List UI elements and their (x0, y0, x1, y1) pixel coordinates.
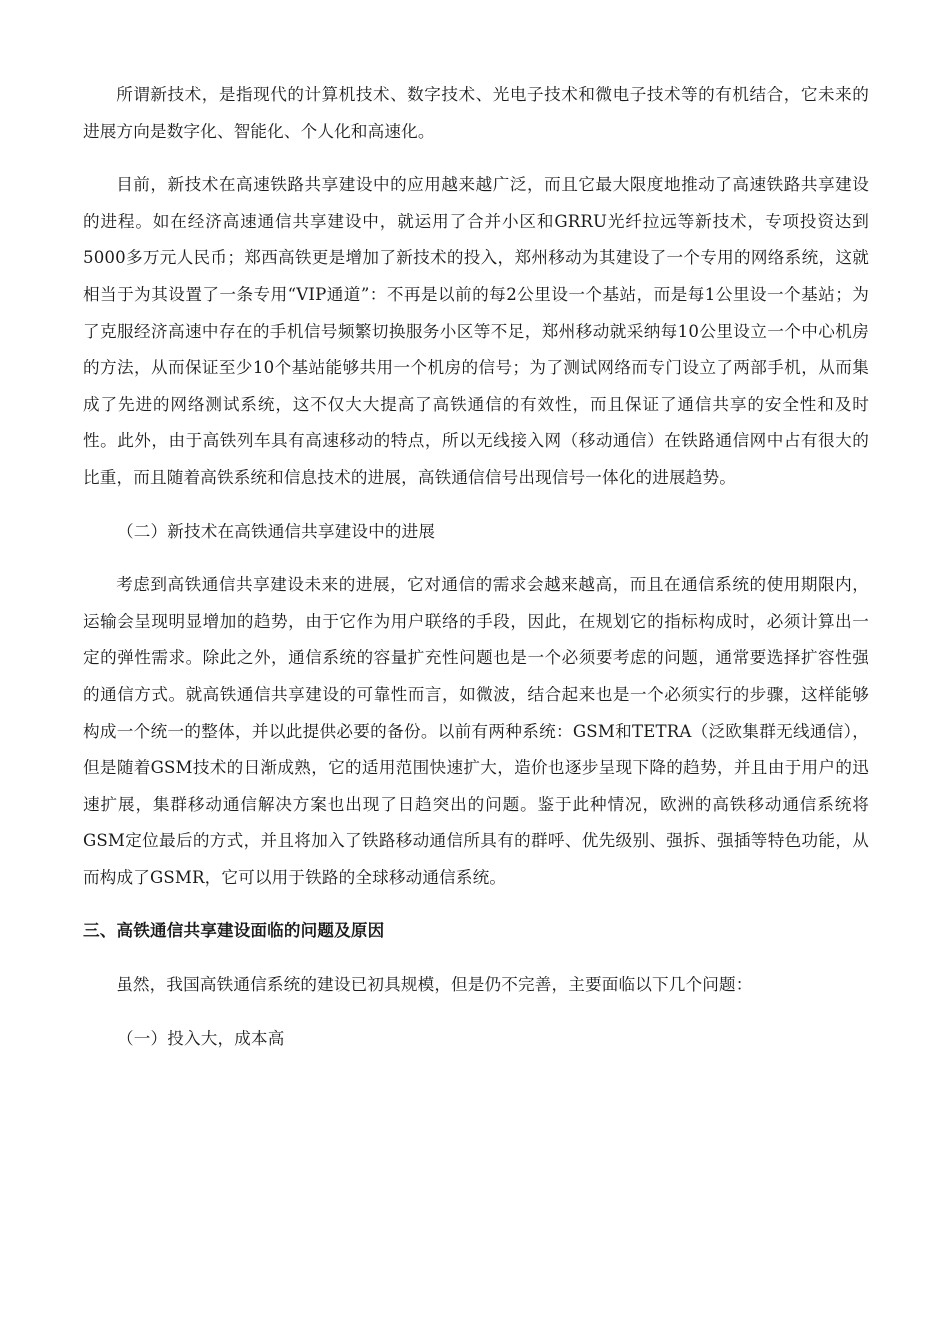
paragraph-future-needs: 考虑到高铁通信共享建设未来的进展，它对通信的需求会越来越高，而且在通信系统的使用期限内，运输会呈现明显增加的趋势，由于它作为用户联络的手段，因此，在规划它的指标构成时，必须计算出一定的弹性需求。除此之外，通信系统的容量扩充性问题也是一个必须要考虑的问题，通常要选择扩容性强的通信方式。就高铁通信共享建设的可靠性而言，如微波，结合起来也是一个必须实行的步骤，这样能够构成一个统一的整体，并以此提供必要的备份。以前有两种系统：GSM和TETRA（泛欧集群无线通信），但是随着GSM技术的日渐成熟，它的适用范围快速扩大，造价也逐步呈现下降的趋势，并且由于用户的迅速扩展，集群移动通信解决方案也出现了日趋突出的问题。鉴于此种情况，欧洲的高铁移动通信系统将GSM定位最后的方式，并且将加入了铁路移动通信所具有的群呼、优先级别、强拆、强插等特色功能，从而构成了GSMR，它可以用于铁路的全球移动通信系统。 (83, 575, 869, 887)
subheading-high-cost: （一）投入大，成本高 (117, 1028, 285, 1048)
subheading-development: （二）新技术在高铁通信共享建设中的进展 (117, 521, 436, 541)
document-body (83, 77, 869, 1074)
paragraph-new-technology-definition: 所谓新技术，是指现代的计算机技术、数字技术、光电子技术和微电子技术等的有机结合，它未来的进展方向是数字化、智能化、个人化和高速化。 (83, 85, 869, 141)
paragraph-problems-intro: 虽然，我国高铁通信系统的建设已初具规模，但是仍不完善，主要面临以下几个问题： (116, 975, 753, 995)
paragraph-current-applications: 目前，新技术在高速铁路共享建设中的应用越来越广泛，而且它最大限度地推动了高速铁路共享建设的进程。如在经济高速通信共享建设中，就运用了合并小区和GRRU光纤拉远等新技术，专项投资达到5000多万元人民币；郑西高铁更是增加了新技术的投入，郑州移动为其建设了一个专用的网络系统，这就相当于为其设置了一条专用“VIP通道”：不再是以前的每2公里设一个基站，而是每1公里设一个基站；为了克服经济高速中存在的手机信号频繁切换服务小区等不足，郑州移动就采纳每10公里设立一个中心机房的方法，从而保证至少10个基站能够共用一个机房的信号；为了测试网络而专门设立了两部手机，从而集成了先进的网络测试系统，这不仅大大提高了高铁通信的有效性，而且保证了通信共享的安全性和及时性。此外，由于高铁列车具有高速移动的特点，所以无线接入网（移动通信）在铁路通信网中占有很大的比重，而且随着高铁系统和信息技术的进展，高铁通信信号出现信号一体化的进展趋势。 (83, 175, 869, 487)
section-heading-problems: 三、高铁通信共享建设面临的问题及原因 (83, 921, 385, 941)
